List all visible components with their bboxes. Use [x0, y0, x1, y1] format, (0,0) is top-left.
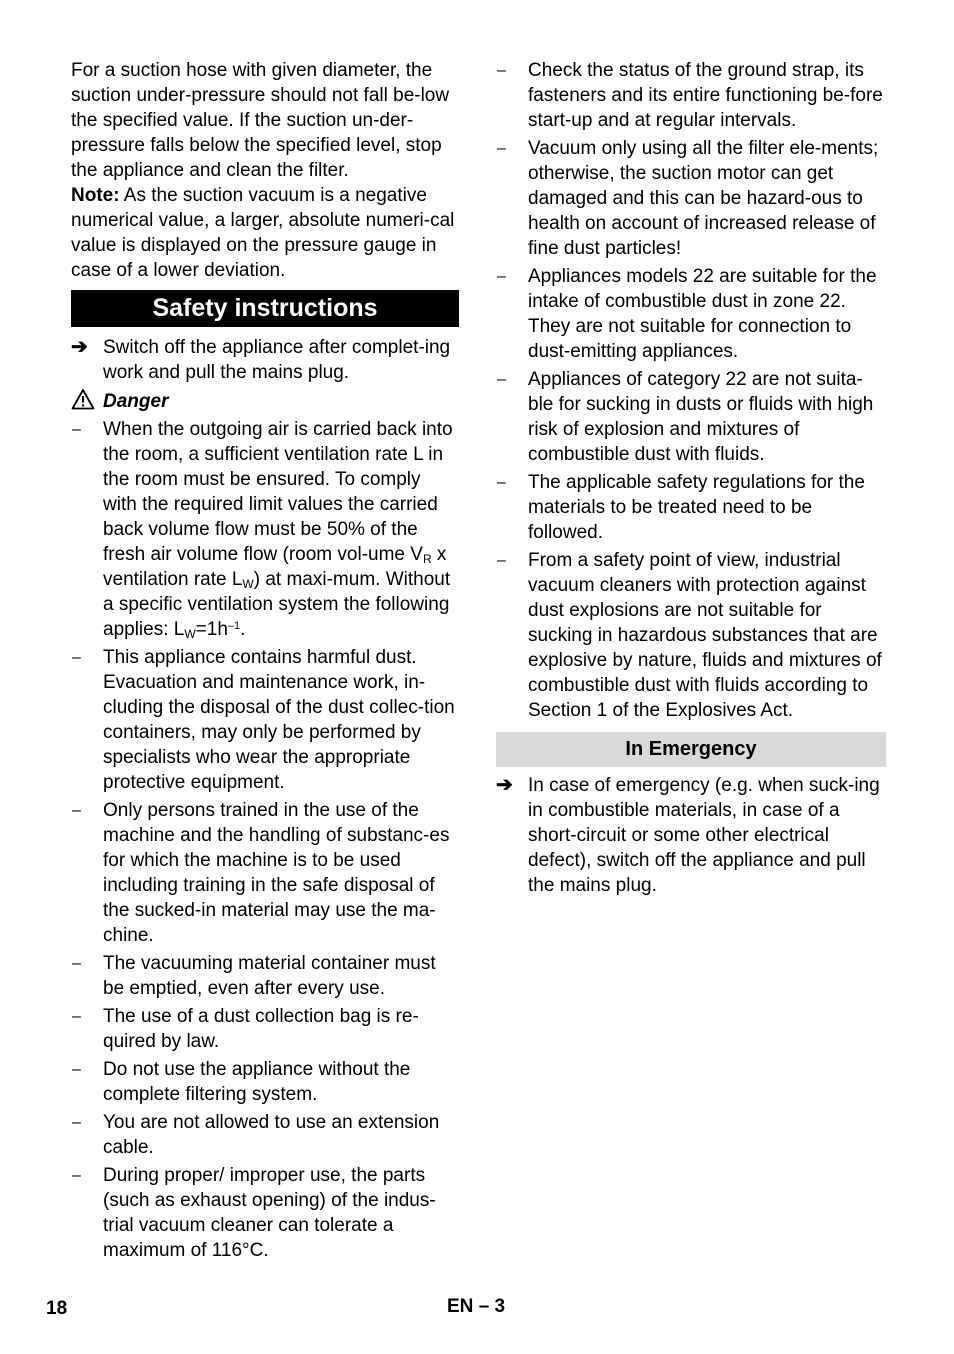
dash-marker: –: [72, 802, 81, 819]
list-item: [71, 1163, 459, 1263]
dash-marker: –: [497, 140, 506, 157]
dash-marker: –: [72, 1061, 81, 1078]
warning-triangle-icon: [71, 388, 95, 410]
danger-label: Danger: [103, 391, 169, 412]
step-emergency: [496, 773, 886, 898]
danger-label-row: [71, 389, 459, 414]
list-item-text: Appliances of category 22 are not suita-ble for sucking in dusts or fluids with high risk of explosion and mixtures of combustible dust with fluids.: [528, 369, 874, 465]
step-text: In case of emergency (e.g. when suck-ing in combustible materials, in case of a short-circuit or some other electrical defect), switch off the appliance and pull the mains plug.: [528, 775, 880, 896]
list-item-text: From a safety point of view, industrial vacuum cleaners with protection against dust explosions are not suitable for sucking in hazardous substances that are explosive by nature, fluids and mixtures of combustible dust with fluids according to Section 1 of the Explosives Act.: [528, 550, 882, 721]
list-item-text: The use of a dust collection bag is re-quired by law.: [103, 1006, 419, 1052]
list-item-text: Do not use the appliance without the complete filtering system.: [103, 1059, 411, 1105]
dash-marker: –: [497, 371, 506, 388]
list-item-text: The applicable safety regulations for the materials to be treated need to be followed.: [528, 472, 865, 543]
list-item: [496, 367, 886, 467]
list-item-ventilation: [71, 417, 459, 642]
dash-marker: –: [72, 1167, 81, 1184]
note-label: Note:: [71, 185, 120, 206]
dash-marker: –: [72, 649, 81, 666]
list-item: [71, 1110, 459, 1160]
arrow-right-icon: ➔: [71, 336, 88, 358]
footer-language: [447, 1296, 505, 1318]
list-item: [71, 798, 459, 948]
ventilation-text: When the outgoing air is carried back into the room, a sufficient ventilation rate L in the room must be ensured. To comply with the required limit values the carried back volume flow must be 50% of the fresh air volume flow (room vol-ume $V_R$ x ventilation rate $L_W$) at maxi-mum. Without a specific ventilation system the following applies: $L_W=1h^{-1}$.: [103, 419, 453, 641]
language-page-suffix: – 3: [478, 1296, 506, 1317]
list-item: [496, 136, 886, 261]
dash-marker: –: [72, 1008, 81, 1025]
section-heading-safety: Safety instructions: [71, 290, 459, 327]
language-code: EN: [447, 1296, 474, 1317]
list-item: [71, 1057, 459, 1107]
dash-marker: –: [497, 552, 506, 569]
note-text: As the suction vacuum is a negative numerical value, a larger, absolute numeri-cal value is displayed on the pressure gauge in case of a lower deviation.: [71, 185, 455, 281]
dash-marker: –: [72, 421, 81, 438]
list-item-text: You are not allowed to use an extension cable.: [103, 1112, 440, 1158]
list-item: [496, 548, 886, 723]
list-item-text: Vacuum only using all the filter ele-ments; otherwise, the suction motor can get damaged and this can be hazard-ous to health on account of increased release of fine dust particles!: [528, 138, 879, 259]
list-item: [71, 1004, 459, 1054]
step-text: Switch off the appliance after complet-ing work and pull the mains plug.: [103, 337, 451, 383]
dash-marker: –: [72, 1114, 81, 1131]
left-column: [71, 58, 459, 1266]
note-paragraph: [71, 183, 459, 283]
section-heading-emergency: In Emergency: [496, 732, 886, 767]
intro-paragraph: For a suction hose with given diameter, the suction under-pressure should not fall be-low the specified value. If the suction un-der-pressure falls below the specified level, stop the appliance and clean the filter.: [71, 60, 450, 181]
list-item-text: Appliances models 22 are suitable for the intake of combustible dust in zone 22. They are not suitable for connection to dust-emitting appliances.: [528, 266, 877, 362]
dash-marker: –: [497, 268, 506, 285]
list-item: [71, 645, 459, 795]
list-item: [496, 264, 886, 364]
dash-marker: –: [497, 62, 506, 79]
list-item: [71, 951, 459, 1001]
dash-marker: –: [72, 955, 81, 972]
list-item: [496, 58, 886, 133]
list-item: [496, 470, 886, 545]
list-item-text: Only persons trained in the use of the machine and the handling of substanc-es for which the machine is to be used including training in the safe disposal of the sucked-in material may use the ma-chine.: [103, 800, 450, 946]
list-item-text: This appliance contains harmful dust. Evacuation and maintenance work, in-cluding the disposal of the dust collec-tion containers, may only be performed by specialists who wear the appropriate protective equipment.: [103, 647, 455, 793]
right-column: [496, 58, 886, 901]
arrow-right-icon: ➔: [496, 774, 513, 796]
list-item-text: During proper/ improper use, the parts (such as exhaust opening) of the indus-trial vacuum cleaner can tolerate a maximum of 116°C.: [103, 1165, 436, 1261]
page-number: 18: [46, 1298, 68, 1319]
step-switch-off: [71, 335, 459, 385]
dash-marker: –: [497, 474, 506, 491]
list-item-text: The vacuuming material container must be emptied, even after every use.: [103, 953, 436, 999]
list-item-text: Check the status of the ground strap, its fasteners and its entire functioning be-fore start-up and at regular intervals.: [528, 60, 883, 131]
